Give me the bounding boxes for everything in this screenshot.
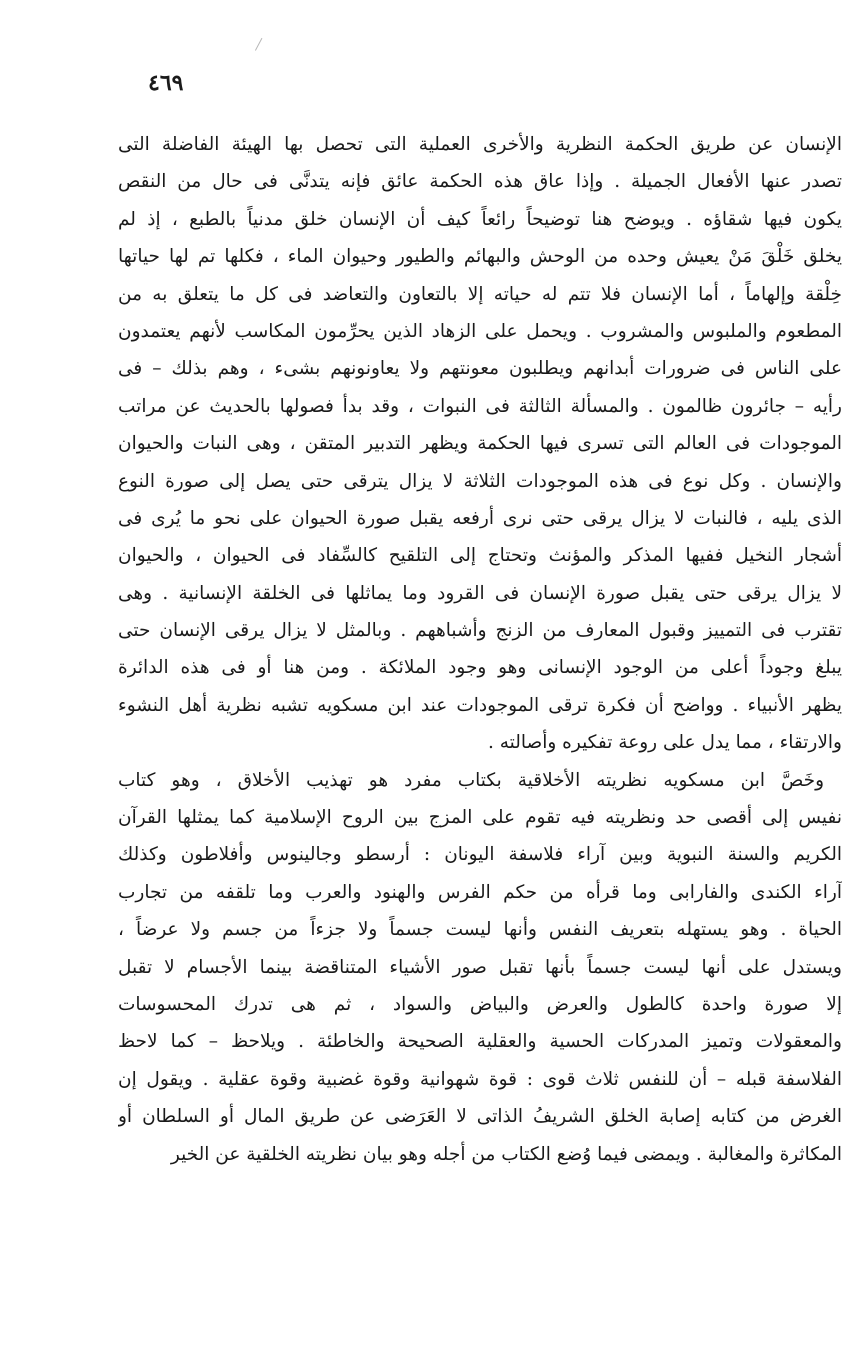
text-line: ويستدل على أنها ليست جسماً بأنها تقبل صور الأشياء المتناقضة بينما الأجسام لا تقبل bbox=[118, 956, 842, 978]
text-line: والمعقولات وتميز المدركات الحسية والعقلية الصحيحة والخاطئة . ويلاحظ – كما لاحظ bbox=[118, 1031, 842, 1053]
text-line: المكاثرة والمغالبة . ويمضى فيما وُضع الكتاب من أجله وهو بيان نظريته الخلقية عن الخير bbox=[170, 1143, 842, 1165]
text-line: الفلاسفة قبله – أن للنفس ثلاث قوى : قوة شهوانية وقوة غضبية وقوة عقلية . ويقول إن bbox=[118, 1068, 842, 1090]
text-line: الكريم والسنة النبوية وبين آراء فلاسفة اليونان : أرسطو وجالينوس وأفلاطون وكذلك bbox=[118, 844, 842, 866]
text-line: الغرض من كتابه إصابة الخلق الشريفُ الذاتى لا العَرَضى عن طريق المال أو السلطان أو bbox=[118, 1106, 842, 1128]
page-number: ٤٦٩ bbox=[148, 70, 184, 96]
text-line: والإنسان . وكل نوع فى هذه الموجودات الثلاثة لا يزال يترقى حتى يصل إلى صورة النوع bbox=[118, 470, 842, 492]
text-line: رأيه – جائرون ظالمون . والمسألة الثالثة فى النبوات ، وقد بدأ فصولها بالحديث عن مراتب bbox=[118, 395, 842, 417]
paper-mark bbox=[255, 38, 265, 52]
text-line: يكون فيها شقاؤه . ويوضح هنا توضيحاً رائعاً كيف أن الإنسان خلق مدنياً بالطبع ، إذ لم bbox=[118, 208, 842, 230]
text-line: يخلق خَلْقَ مَنْ يعيش وحده من الوحش والبهائم والطيور وحيوان الماء ، فكلها تم لها حياتها bbox=[118, 246, 842, 268]
text-line: نفيس إلى أقصى حد ونظريته فيه تقوم على المزج بين الروح الإسلامية كما يمثلها القرآن bbox=[118, 807, 842, 829]
text-line: المطعوم والملبوس والمشروب . ويحمل على الزهاد الذين يحرِّمون المكاسب لأنهم يعتمدون bbox=[118, 320, 842, 342]
text-line: الإنسان عن طريق الحكمة النظرية والأخرى العملية التى تحصل بها الهيئة الفاضلة التى bbox=[118, 134, 842, 155]
text-line: الموجودات فى العالم التى تسرى فيها الحكمة ويظهر التدبير المتقن ، وهى النبات والحيوان bbox=[118, 433, 842, 455]
text-line: الحياة . وهو يستهله بتعريف النفس وأنها ليست جسماً ولا جزءاً من جسم ولا عرضاً ، bbox=[118, 919, 842, 941]
text-line: يظهر الأنبياء . وواضح أن فكرة ترقى الموجودات عند ابن مسكويه تشبه نظرية أهل النشوء bbox=[118, 694, 842, 716]
text-line: وخَصَّ ابن مسكويه نظريته الأخلاقية بكتاب مفرد هو تهذيب الأخلاق ، وهو كتاب bbox=[118, 769, 824, 791]
text-line: والارتقاء ، مما يدل على روعة تفكيره وأصالته . bbox=[487, 732, 842, 754]
text-line: الذى يليه ، فالنبات لا يزال يرقى حتى نرى أرفعه يقبل صورة الحيوان على نحو ما يُرى فى bbox=[118, 507, 842, 529]
text-line: تقترب فى التمييز وقبول المعارف من الزنج وأشباههم . وبالمثل لا يزال يرقى الإنسان حتى bbox=[118, 620, 842, 642]
text-line: لا يزال يرقى حتى يقبل صورة الإنسان فى القرود وما يماثلها فى الخلقة الإنسانية . وهى bbox=[118, 582, 842, 604]
text-line: إلا صورة واحدة كالطول والعرض والبياض والسواد ، ثم هى تدرك المحسوسات bbox=[118, 993, 842, 1015]
text-line: خِلْقة وإلهاماً ، أما الإنسان فلا تتم له حياته إلا بالتعاون والتعاضد فى كل ما يتعلق به من bbox=[118, 283, 842, 305]
text-line: تصدر عنها الأفعال الجميلة . وإذا عاق هذه الحكمة عائق فإنه يتدنَّى فى حال من النقص bbox=[118, 171, 842, 193]
body-text bbox=[118, 126, 842, 1173]
text-line: يبلغ وجوداً أعلى من الوجود الإنسانى وهو وجود الملائكة . ومن هنا أو فى هذه الدائرة bbox=[118, 657, 842, 679]
text-line: آراء الكندى والفارابى وما قرأه من حكم الفرس والهنود والعرب وما تلقفه من تجارب bbox=[118, 881, 842, 903]
text-line: أشجار النخيل ففيها المذكر والمؤنث وتحتاج إلى التلقيح كالسِّفاد فى الحيوان ، والحيوان bbox=[118, 545, 842, 567]
text-line: على الناس فى ضرورات أبدانهم ويطلبون معونتهم ولا يعاونونهم بشىء ، وهم بذلك – فى bbox=[118, 358, 842, 380]
